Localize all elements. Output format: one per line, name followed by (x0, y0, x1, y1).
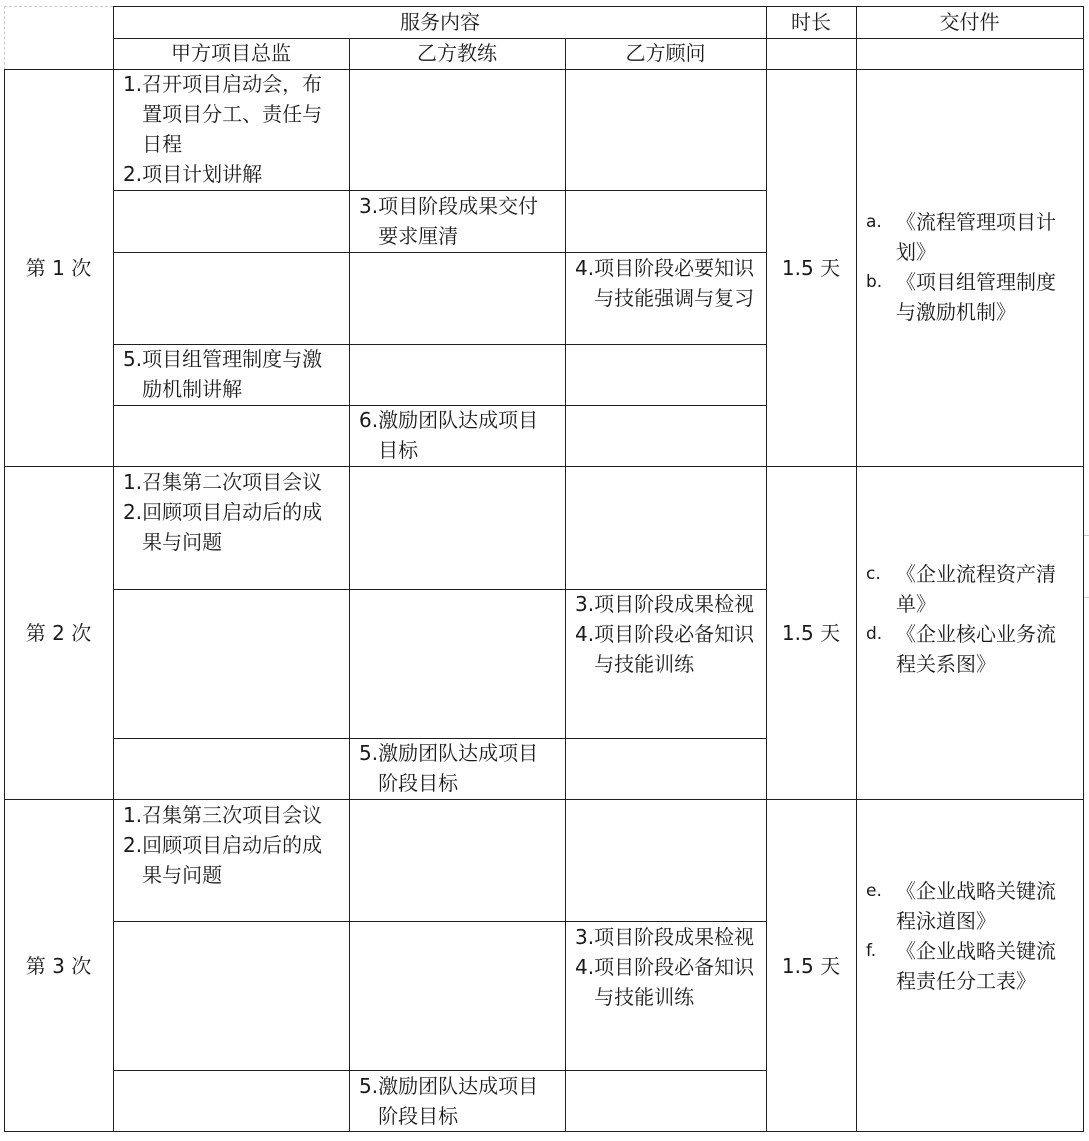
task-item (575, 952, 755, 1012)
task-item (575, 922, 755, 952)
deliverable-mark: d. (866, 624, 883, 644)
task-item (123, 69, 333, 159)
dashed-gridline (4, 6, 113, 7)
session-label: 第 1 次 (25, 256, 92, 280)
task-item (359, 738, 549, 798)
task-item (123, 497, 333, 557)
task-item (123, 800, 333, 830)
task-text: 回顾项目启动后的成果与问题 (142, 833, 323, 887)
task-item (359, 405, 549, 465)
deliverable-list (866, 207, 1066, 327)
session-duration: 1.5 天 (781, 621, 841, 645)
task-number: 3. (575, 592, 595, 616)
task-list (575, 922, 755, 1012)
deliverable-text: 《企业战略关键流程责任分工表》 (896, 939, 1056, 993)
task-number: 1. (123, 803, 143, 827)
grid-line (113, 6, 114, 1132)
header-duration: 时长 (791, 10, 831, 34)
task-item (575, 619, 755, 679)
task-number: 5. (123, 347, 143, 371)
task-list (359, 405, 549, 465)
deliverable-mark: c. (866, 564, 881, 584)
task-text: 召集第二次项目会议 (142, 470, 323, 494)
task-number: 6. (359, 408, 379, 432)
task-number: 4. (575, 622, 595, 646)
header-deliverables: 交付件 (939, 10, 1000, 34)
session-label: 第 2 次 (25, 621, 92, 645)
deliverable-mark: b. (866, 272, 883, 292)
header-service-content: 服务内容 (400, 10, 480, 34)
deliverable-list (866, 559, 1066, 679)
task-list (123, 800, 333, 890)
task-item (123, 344, 333, 404)
task-number: 1. (123, 470, 143, 494)
task-number: 4. (575, 256, 595, 280)
task-list (359, 738, 549, 798)
task-list (359, 191, 549, 251)
task-number: 2. (123, 162, 143, 186)
task-item (123, 830, 333, 890)
session-label: 第 3 次 (25, 954, 92, 978)
task-number: 3. (575, 925, 595, 949)
deliverable-mark: a. (866, 212, 882, 232)
dashed-gridline (4, 6, 5, 70)
task-item (575, 253, 755, 313)
task-item (123, 159, 333, 189)
task-text: 召开项目启动会，布置项目分工、责任与日程 (142, 72, 323, 156)
session-duration: 1.5 天 (781, 256, 841, 280)
deliverable-mark: e. (866, 881, 882, 901)
task-list (575, 253, 755, 313)
task-text: 项目组管理制度与激励机制讲解 (142, 347, 323, 401)
task-number: 2. (123, 833, 143, 857)
grid-line (349, 38, 350, 1132)
deliverable-text: 《项目组管理制度与激励机制》 (896, 270, 1056, 324)
task-text: 召集第三次项目会议 (142, 803, 323, 827)
deliverable-mark: f. (866, 941, 877, 961)
grid-line (1083, 6, 1084, 1132)
deliverable-item (866, 559, 1066, 619)
task-number: 5. (359, 1074, 379, 1098)
task-number: 4. (575, 955, 595, 979)
task-item (359, 191, 549, 251)
deliverable-text: 《企业战略关键流程泳道图》 (896, 879, 1056, 933)
grid-line (856, 6, 857, 1132)
task-list (575, 589, 755, 679)
deliverable-item (866, 619, 1066, 679)
task-list (123, 467, 333, 557)
grid-line (4, 1131, 1084, 1132)
task-number: 1. (123, 72, 143, 96)
task-item (359, 1071, 549, 1131)
deliverable-list (866, 876, 1066, 996)
grid-line (565, 38, 566, 1132)
task-item (123, 467, 333, 497)
task-text: 回顾项目启动后的成果与问题 (142, 500, 323, 554)
header-role-client-director: 甲方项目总监 (171, 41, 291, 65)
task-list (123, 344, 333, 404)
task-list (359, 1071, 549, 1131)
task-text: 项目阶段成果交付要求厘清 (378, 194, 539, 248)
task-text: 项目阶段必备知识与技能训练 (594, 622, 755, 676)
deliverable-text: 《流程管理项目计划》 (896, 210, 1056, 264)
deliverable-text: 《企业核心业务流程关系图》 (896, 622, 1056, 676)
deliverable-item (866, 267, 1066, 327)
task-item (575, 589, 755, 619)
task-text: 激励团队达成项目阶段目标 (378, 1074, 539, 1128)
header-role-coach: 乙方教练 (417, 41, 497, 65)
task-text: 项目阶段必要知识与技能强调与复习 (594, 256, 755, 310)
task-number: 3. (359, 194, 379, 218)
task-list (123, 69, 333, 189)
task-text: 激励团队达成项目目标 (378, 408, 539, 462)
deliverable-item (866, 936, 1066, 996)
task-text: 项目阶段成果检视 (594, 925, 755, 949)
deliverable-item (866, 207, 1066, 267)
task-number: 2. (123, 500, 143, 524)
task-text: 项目阶段必备知识与技能训练 (594, 955, 755, 1009)
task-text: 激励团队达成项目阶段目标 (378, 741, 539, 795)
task-text: 项目计划讲解 (142, 162, 263, 186)
header-role-consultant: 乙方顾问 (625, 41, 706, 65)
deliverable-item (866, 876, 1066, 936)
task-text: 项目阶段成果检视 (594, 592, 755, 616)
session-duration: 1.5 天 (781, 954, 841, 978)
task-number: 5. (359, 741, 379, 765)
deliverable-text: 《企业流程资产清单》 (896, 562, 1056, 616)
